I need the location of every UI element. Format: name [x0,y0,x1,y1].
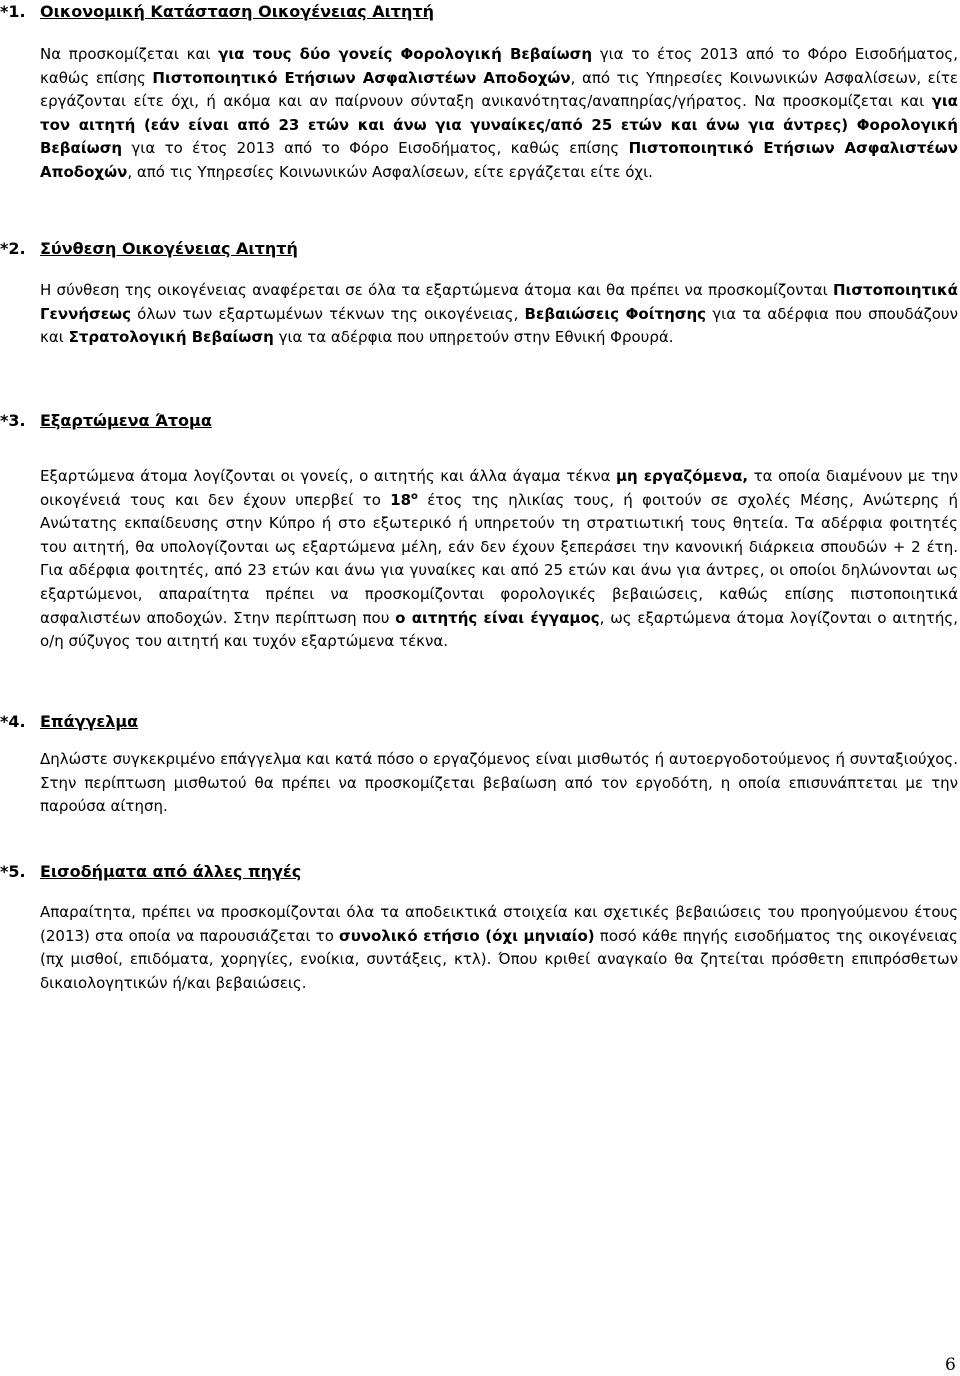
body-text: για το έτος 2013 από το Φόρο Εισοδήματος, καθώς επίσης [122,139,629,158]
body-text: όλων των εξαρτωμένων τέκνων της οικογένειας, [130,304,525,323]
section-2-heading [0,239,298,259]
bold-text: Πιστοποιητικό Ετήσιων Ασφαλιστέων Αποδοχών [40,139,959,181]
bold-text: Βεβαιώσεις Φοίτησης [524,304,707,323]
section-4-number: *4. [0,712,26,731]
body-text: , από τις Υπηρεσίες Κοινωνικών Ασφαλίσεων, είτε εργάζεται είτε όχι. [127,162,653,181]
section-3-title: Εξαρτώμενα Άτομα [40,411,212,430]
bold-text: για τον αιτητή (εάν είναι από 23 ετών και άνω για γυναίκες/από 25 ετών και άνω για άντρες) Φορολογική Βεβαίωση [40,92,958,158]
superscript-text: ο [411,490,418,502]
bold-text: ο αιτητής είναι έγγαμος [395,608,600,627]
body-text: ποσό κάθε πηγής εισοδήματος της οικογένειας (πχ μισθοί, επιδόματα, χορηγίες, ενοίκια, συντάξεις, κτλ). Όπου κριθεί αναγκαίο θα ζητείται πρόσθετη επιπρόσθετων δικαιολογητικών ή/και βεβαιώσεις. [40,926,958,992]
section-3-number: *3. [0,411,26,430]
section-3-heading [0,411,212,431]
body-text: Δηλώστε συγκεκριμένο επάγγελμα και κατά πόσο ο εργαζόμενος είναι μισθωτός ή αυτοεργοδοτούμενος ή συνταξιούχος. Στην περίπτωση μισθωτού θα πρέπει να προσκομίζεται βεβαίωση από τον εργοδότη, η οποία επισυνάπτεται με την παρούσα αίτηση. [40,750,958,816]
bold-text: συνολικό ετήσιο (όχι μηνιαίο) [339,926,595,945]
body-text: έτος της ηλικίας τους, ή φοιτούν σε σχολές Μέσης, Ανώτερης ή Ανώτατης εκπαίδευσης στην Κύπρο ή στο εξωτερικό ή υπηρετούν τη στρατιωτική τους θητεία. Τα αδέρφια φοιτητές του αιτητή, θα υπολογίζονται ως εξαρτώμενα μέλη, εάν δεν έχουν ξεπεράσει την κανονική διάρκεια σπουδών + 2 έτη. Για αδέρφια φοιτητές, από 23 ετών και άνω για γυναίκες και από 25 ετών και άνω για άντρες, οι οποίοι δηλώνονται ως εξαρτώμενοι, απαραίτητα πρέπει να προσκομίζονται φορολογικές βεβαιώσεις, καθώς επίσης πιστοποιητικά ασφαλιστέων αποδοχών. Στην περίπτωση που [40,490,958,627]
body-text: Να προσκομίζεται και [40,45,219,63]
page-number: 6 [945,1355,956,1375]
section-2-number: *2. [0,239,26,258]
section-5-heading [0,862,301,882]
bold-text: για τους δύο γονείς Φορολογική Βεβαίωση [218,45,593,63]
body-text: για τα αδέρφια που υπηρετούν στην Εθνική Φρουρά. [273,328,674,347]
body-text: για το έτος 2013 από το Φόρο Εισοδήματος, καθώς επίσης [40,45,958,87]
bold-text: Στρατολογική Βεβαίωση [68,328,274,347]
section-3-paragraph [40,465,958,654]
section-1-heading [0,2,434,22]
section-1-paragraph [40,43,958,185]
section-4-paragraph [40,748,958,819]
body-text: για τα αδέρφια που σπουδάζουν και [40,304,958,347]
section-2-title: Σύνθεση Οικογένειας Αιτητή [40,239,298,258]
bold-text: 18 [390,490,412,509]
body-text: Εξαρτώμενα άτομα λογίζονται οι γονείς, ο αιτητής και άλλα άγαμα τέκνα [40,467,616,485]
section-5-title: Εισοδήματα από άλλες πηγές [40,862,302,881]
body-text: , από τις Υπηρεσίες Κοινωνικών Ασφαλίσεων, είτε εργάζονται είτε όχι, ή ακόμα και αν παίρνουν σύνταξη ανικανότητας/αναπηρίας/γήρατος. Να προσκομίζεται και [40,68,958,111]
bold-text: μη εργαζόμενα, [616,467,749,485]
body-text: Η σύνθεση της οικογένειας αναφέρεται σε όλα τα εξαρτώμενα άτομα και θα πρέπει να προσκομίζονται [40,281,833,299]
section-2-paragraph [40,279,958,350]
bold-text: Πιστοποιητικό Ετήσιων Ασφαλιστέων Αποδοχών [152,68,571,87]
body-text: τα οποία διαμένουν με την οικογένειά τους και δεν έχουν υπερβεί το [40,467,958,509]
section-5-paragraph [40,901,958,995]
section-1-title: Οικονομική Κατάσταση Οικογένειας Αιτητή [40,2,435,21]
section-4-title: Επάγγελμα [40,712,139,731]
section-4-heading [0,712,138,732]
section-1-number: *1. [0,2,26,21]
body-text: Απαραίτητα, πρέπει να προσκομίζονται όλα τα αποδεικτικά στοιχεία και σχετικές βεβαιώσεις του προηγούμενου έτους (2013) στα οποία να παρουσιάζεται το [40,903,958,945]
body-text: , ως εξαρτώμενα άτομα λογίζονται ο αιτητής, ο/η σύζυγος του αιτητή και τυχόν εξαρτώμενα τέκνα. [40,608,958,651]
bold-text: Πιστοποιητικά Γεννήσεως [40,281,958,323]
section-5-number: *5. [0,862,26,881]
